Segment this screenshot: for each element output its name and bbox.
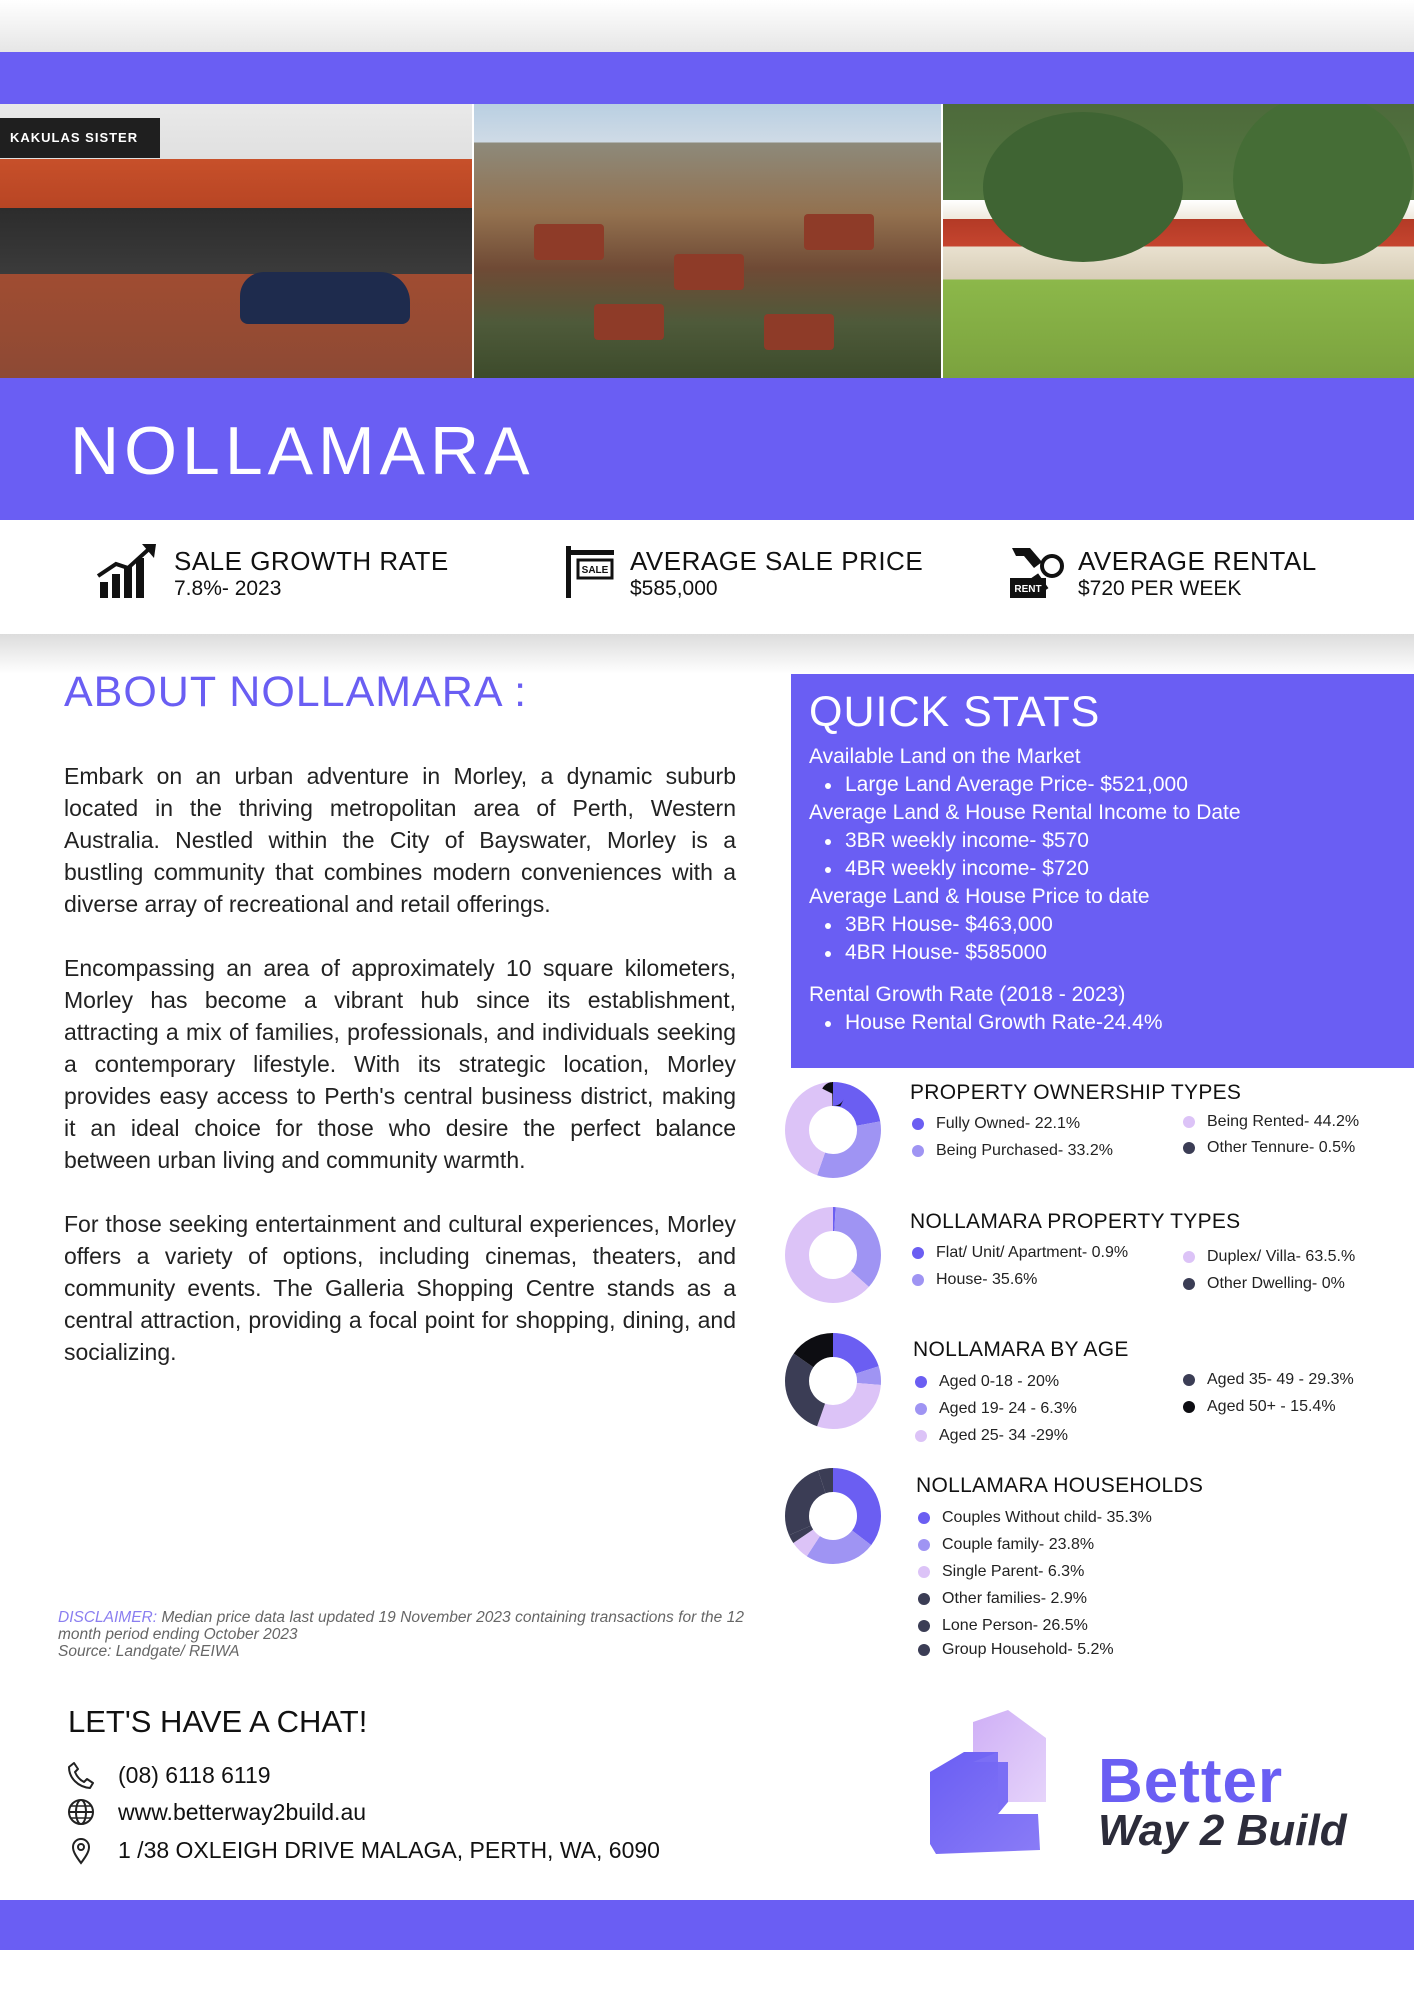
legend-item <box>915 1427 1068 1445</box>
legend-item <box>915 1400 1077 1418</box>
legend-label: Fully Owned- 22.1% <box>936 1115 1081 1132</box>
metric-value: $585,000 <box>630 577 718 600</box>
legend-item <box>1183 1113 1359 1131</box>
stat-item: 3BR weekly income- $570 <box>809 827 1396 855</box>
legend-item <box>918 1590 1087 1608</box>
website-link[interactable]: www.betterway2build.au <box>118 1798 367 1825</box>
ownership-donut-chart <box>783 1080 883 1180</box>
bottom-accent-band <box>0 1900 1414 1950</box>
about-paragraph: Embark on an urban adventure in Morley, a dynamic suburb located in the thriving metropolitan area of Perth, Western Australia. Nestled within the City of Bayswater, Morley is a bustling community that combines modern conveniences with a diverse array of recreational and retail offerings. <box>64 763 736 917</box>
households-donut-chart <box>783 1466 883 1566</box>
metric-value: 7.8%- 2023 <box>174 577 282 600</box>
quick-stats-panel <box>791 674 1414 1068</box>
tree-shape <box>983 112 1183 262</box>
legend-item <box>918 1563 1084 1581</box>
address-row <box>66 1835 660 1865</box>
stat-item: 3BR House- $463,000 <box>809 911 1396 939</box>
metric-value: $720 PER WEEK <box>1078 577 1242 600</box>
legend-label: Couple family- 23.8% <box>942 1536 1095 1553</box>
chart-title: NOLLAMARA BY AGE <box>913 1338 1129 1361</box>
disclaimer-source: Source: Landgate/ REIWA <box>58 1643 240 1660</box>
legend-swatch <box>912 1247 924 1259</box>
stat-heading: Rental Growth Rate (2018 - 2023) <box>809 983 1126 1006</box>
page-title: NOLLAMARA <box>70 413 535 489</box>
legend-swatch <box>918 1620 930 1632</box>
legend-swatch <box>1183 1401 1195 1413</box>
legend-label: Aged 25- 34 -29% <box>939 1427 1068 1444</box>
legend-label: Other Tennure- 0.5% <box>1207 1139 1356 1156</box>
shop-photo <box>0 104 472 378</box>
svg-text:SALE: SALE <box>581 565 609 576</box>
roof-shape <box>804 214 874 250</box>
legend-swatch <box>918 1539 930 1551</box>
legend-label: Other families- 2.9% <box>942 1590 1087 1607</box>
about-paragraph: Encompassing an area of approximately 10 square kilometers, Morley has become a vibrant hub since its establishment, attracting a mix of families, professionals, and individuals seeking a contemporary lifestyle. With its strategic location, Morley provides easy access to Perth's central business district, making it an ideal choice for those who desire the perfect balance between urban living and community warmth. <box>64 955 736 1173</box>
disclaimer-text: Median price data last updated 19 November 2023 containing transactions for the 12 month period ending October 2023 <box>58 1609 744 1643</box>
shop-sign: KAKULAS SISTER <box>0 118 160 158</box>
chart-title: NOLLAMARA HOUSEHOLDS <box>916 1474 1204 1497</box>
contact-title: LET'S HAVE A CHAT! <box>68 1704 368 1739</box>
stat-item: 4BR weekly income- $720 <box>809 855 1396 883</box>
legend-swatch <box>1183 1374 1195 1386</box>
metric-label: AVERAGE SALE PRICE <box>630 546 924 576</box>
stat-item: 4BR House- $585000 <box>809 939 1396 967</box>
quick-stats-title: QUICK STATS <box>809 688 1101 736</box>
legend-item <box>1183 1398 1336 1416</box>
about-paragraph: For those seeking entertainment and cultural experiences, Morley offers a variety of options, including cinemas, theaters, and community events. The Galleria Shopping Centre stands as a central attraction, providing a focal point for shopping, dining, and socializing. <box>64 1211 736 1365</box>
tree-shape <box>1233 104 1413 264</box>
legend-swatch <box>915 1376 927 1388</box>
legend-swatch <box>918 1593 930 1605</box>
legend-item <box>1183 1248 1355 1266</box>
legend-item <box>915 1373 1059 1391</box>
legend-swatch <box>915 1403 927 1415</box>
top-accent-band <box>0 52 1414 104</box>
metric-label: AVERAGE RENTAL <box>1078 546 1317 576</box>
legend-label: Group Household- 5.2% <box>942 1641 1114 1658</box>
stat-heading: Available Land on the Market <box>809 745 1081 768</box>
legend-label: Couples Without child- 35.3% <box>942 1509 1152 1526</box>
brand-name-better: Better <box>1098 1747 1284 1816</box>
legend-item <box>912 1244 1128 1262</box>
roof-shape <box>764 314 834 350</box>
legend-item <box>912 1142 1113 1160</box>
chart-title: NOLLAMARA PROPERTY TYPES <box>910 1210 1241 1233</box>
legend-item <box>918 1617 1088 1635</box>
car-shape <box>240 272 410 324</box>
legend-swatch <box>1183 1142 1195 1154</box>
legend-swatch <box>912 1118 924 1130</box>
roof-shape <box>674 254 744 290</box>
address-text: 1 /38 OXLEIGH DRIVE MALAGA, PERTH, WA, 6090 <box>118 1836 660 1863</box>
legend-item <box>918 1536 1094 1554</box>
legend-item <box>918 1509 1152 1527</box>
house-park-photo <box>943 104 1414 378</box>
suburb-aerial-photo <box>472 104 943 378</box>
age-donut-chart <box>783 1331 883 1431</box>
legend-item <box>1183 1371 1354 1389</box>
legend-label: Aged 19- 24 - 6.3% <box>939 1400 1077 1417</box>
legend-label: Aged 0-18 - 20% <box>939 1373 1060 1390</box>
rent-key-icon <box>1006 544 1066 606</box>
phone-number[interactable]: (08) 6118 6119 <box>118 1761 271 1788</box>
phone-row[interactable] <box>66 1760 271 1790</box>
stat-item: House Rental Growth Rate-24.4% <box>809 1009 1396 1037</box>
website-row[interactable] <box>66 1797 366 1827</box>
roof-shape <box>594 304 664 340</box>
legend-swatch <box>1183 1278 1195 1290</box>
legend-swatch <box>1183 1116 1195 1128</box>
property-types-donut-chart <box>783 1205 883 1305</box>
photo-strip <box>0 104 1414 378</box>
legend-label: Lone Person- 26.5% <box>942 1617 1088 1634</box>
legend-label: Being Purchased- 33.2% <box>936 1142 1113 1159</box>
legend-swatch <box>912 1274 924 1286</box>
legend-item <box>1183 1275 1345 1293</box>
legend-swatch <box>1183 1251 1195 1263</box>
stat-heading: Average Land & House Rental Income to Date <box>809 801 1241 824</box>
legend-label: Duplex/ Villa- 63.5.% <box>1207 1248 1356 1265</box>
disclaimer <box>58 1609 744 1660</box>
stat-heading: Average Land & House Price to date <box>809 885 1150 908</box>
legend-swatch <box>918 1566 930 1578</box>
legend-swatch <box>918 1644 930 1656</box>
stat-item: Large Land Average Price- $521,000 <box>809 771 1396 799</box>
brand-logo-icon <box>928 1710 1078 1864</box>
growth-chart-icon <box>96 542 160 604</box>
metric-label: SALE GROWTH RATE <box>174 546 449 576</box>
disclaimer-label: DISCLAIMER: <box>58 1609 158 1626</box>
svg-text:RENT: RENT <box>1014 584 1042 595</box>
legend-item <box>912 1271 1037 1289</box>
legend-item <box>918 1641 1114 1659</box>
legend-swatch <box>912 1145 924 1157</box>
phone-icon <box>66 1760 96 1790</box>
legend-label: House- 35.6% <box>936 1271 1038 1288</box>
legend-label: Aged 50+ - 15.4% <box>1207 1398 1336 1415</box>
top-fade <box>0 0 1414 52</box>
brand-name-way2build: Way 2 Build <box>1098 1806 1347 1855</box>
location-pin-icon <box>66 1835 96 1865</box>
legend-label: Other Dwelling- 0% <box>1207 1275 1345 1292</box>
roof-shape <box>534 224 604 260</box>
chart-title: PROPERTY OWNERSHIP TYPES <box>910 1081 1242 1104</box>
sale-sign-icon <box>562 544 618 604</box>
legend-label: Flat/ Unit/ Apartment- 0.9% <box>936 1244 1129 1261</box>
about-title: ABOUT NOLLAMARA : <box>64 668 528 716</box>
legend-item <box>1183 1139 1355 1157</box>
legend-label: Aged 35- 49 - 29.3% <box>1207 1371 1354 1388</box>
legend-swatch <box>915 1430 927 1442</box>
legend-label: Being Rented- 44.2% <box>1207 1113 1360 1130</box>
legend-label: Single Parent- 6.3% <box>942 1563 1085 1580</box>
legend-swatch <box>918 1512 930 1524</box>
legend-item <box>912 1115 1080 1133</box>
about-text <box>64 760 736 1400</box>
globe-icon <box>66 1797 96 1827</box>
